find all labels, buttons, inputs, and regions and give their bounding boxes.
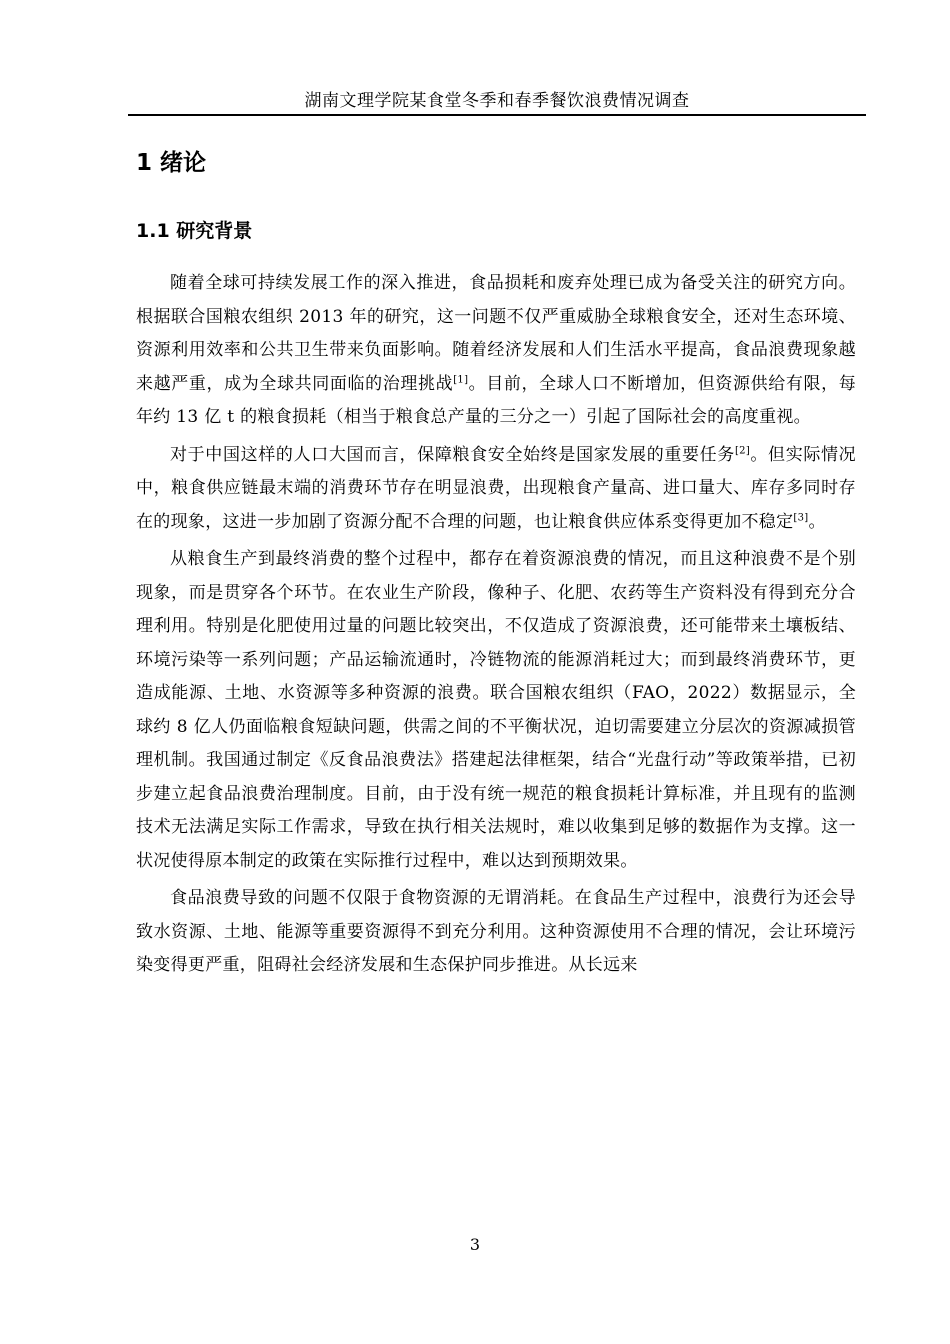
paragraph-2-text-c: 。 — [808, 511, 826, 532]
citation-1: [1] — [453, 373, 469, 385]
paragraph-1-text-b: 。目前，全球人口不断增加，但资源供给有限，每年约 13 亿 t 的粮食损耗（相当于粮食总产量的三分之一）引起了国际社会的高度重视。 — [136, 373, 856, 427]
paragraph-1-text-a: 随着全球可持续发展工作的深入推进，食品损耗和废弃处理已成为备受关注的研究方向。根据联合国粮农组织 2013 年的研究，这一问题不仅严重威胁全球粮食安全，还对生态环境、资源利用效率和公共卫生带来负面影响。随着经济发展和人们生活水平提高，食品浪费现象越来越严重，成为全球共同面临的治理挑战 — [136, 273, 856, 394]
body-text — [136, 267, 856, 987]
paragraph-1 — [136, 267, 856, 435]
citation-3: [3] — [793, 511, 809, 523]
paragraph-4: 食品浪费导致的问题不仅限于食物资源的无谓消耗。在食品生产过程中，浪费行为还会导致水资源、土地、能源等重要资源得不到充分利用。这种资源使用不合理的情况，会让环境污染变得更严重，阻碍社会经济发展和生态保护同步推进。从长远来 — [136, 888, 856, 975]
chapter-title: 1 绪论 — [136, 150, 207, 176]
paragraph-2-text-a: 对于中国这样的人口大国而言，保障粮食安全始终是国家发展的重要任务 — [170, 444, 735, 465]
paragraph-2 — [136, 439, 856, 540]
paragraph-3: 从粮食生产到最终消费的整个过程中，都存在着资源浪费的情况，而且这种浪费不是个别现象，而是贯穿各个环节。在农业生产阶段，像种子、化肥、农药等生产资料没有得到充分合理利用。特别是化肥使用过量的问题比较突出，不仅造成了资源浪费，还可能带来土壤板结、环境污染等一系列问题；产品运输流通时，冷链物流的能源消耗过大；而到最终消费环节，更造成能源、土地、水资源等多种资源的浪费。联合国粮农组织（FAO，2022）数据显示，全球约 8 亿人仍面临粮食短缺问题，供需之间的不平衡状况，迫切需要建立分层次的资源减损管理机制。我国通过制定《反食品浪费法》搭建起法律框架，结合“光盘行动”等政策举措，已初步建立起食品浪费治理制度。目前，由于没有统一规范的粮食损耗计算标准，并且现有的监测技术无法满足实际工作需求，导致在执行相关法规时，难以收集到足够的数据作为支撑。这一状况使得原本制定的政策在实际推行过程中，难以达到预期效果。 — [136, 549, 856, 871]
header-rule — [128, 114, 866, 116]
running-header: 湖南文理学院某食堂冬季和春季餐饮浪费情况调查 — [304, 91, 690, 111]
page-number: 3 — [469, 1235, 481, 1254]
citation-2: [2] — [734, 444, 751, 456]
section-title: 1.1 研究背景 — [136, 220, 253, 242]
paragraph-2-text-b: 。但实际情况中，粮食供应链最末端的消费环节存在明显浪费，出现粮食产量高、进口量大、库存多同时存在的现象，这进一步加剧了资源分配不合理的问题，也让粮食供应体系变得更加不稳定 — [136, 444, 856, 532]
